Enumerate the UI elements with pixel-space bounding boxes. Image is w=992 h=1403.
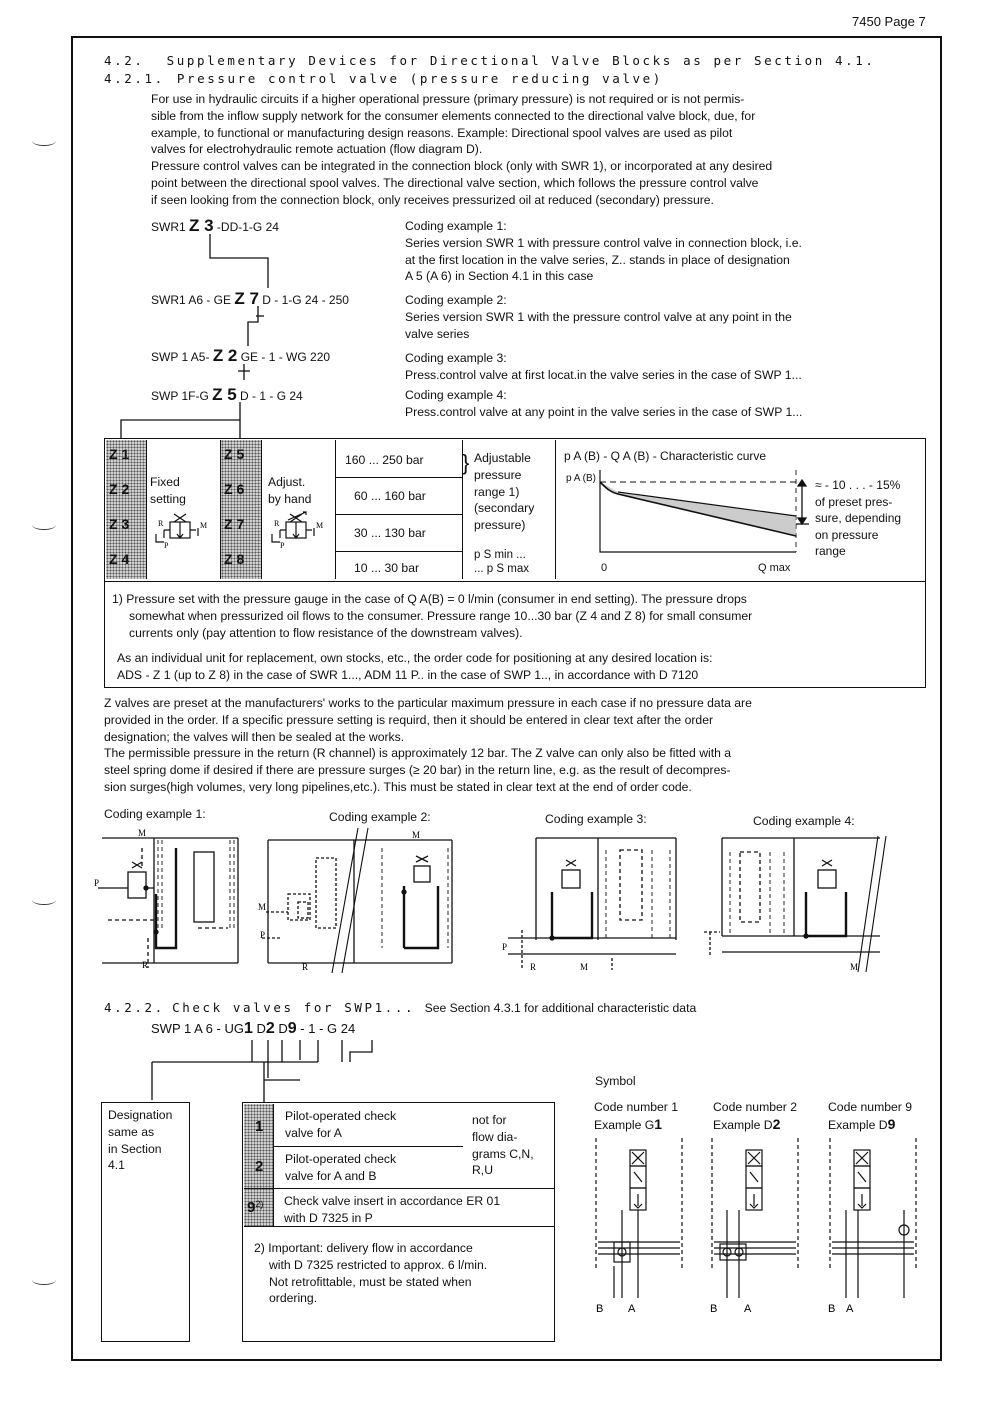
symbol-title: Symbol [595, 1074, 636, 1088]
symbol-diagram-d2 [710, 1138, 802, 1318]
svg-text:M: M [200, 521, 208, 530]
svg-text:A: A [744, 1303, 752, 1315]
svg-text:M: M [850, 962, 859, 972]
text-line: valves for electrohydraulic remote actuation (flow diagram D). [151, 142, 483, 157]
symbol-1-caption: Code number 1 Example G1 [594, 1100, 679, 1132]
svg-text:P: P [260, 930, 266, 940]
adjust-codes: Z 5 Z 6 Z 7 Z 8 [224, 446, 245, 567]
check-row-2-text: Pilot-operated check valve for A and B [285, 1152, 397, 1183]
circuit-example-1-label: Coding example 1: [104, 807, 206, 821]
svg-text:M: M [412, 830, 421, 840]
check-code-9: 9$^{2)}$ [247, 1199, 264, 1217]
svg-text:A: A [628, 1303, 636, 1315]
coding-example-heading: Coding example 4: [405, 388, 507, 402]
svg-text:A: A [846, 1303, 854, 1315]
order-code-4: SWP 1F-G Z 5 D - 1 - G 24 [151, 385, 303, 404]
z-code: Z 5 [212, 385, 237, 404]
range-cell: 160 ... 250 bar [335, 440, 462, 478]
svg-text:M: M [138, 828, 147, 838]
not-for-note: not for flow dia- grams C,N, R,U [472, 1113, 534, 1178]
svg-text:R: R [274, 519, 280, 528]
curve-title: p A (B) - Q A (B) - Characteristic curve [564, 449, 767, 463]
coding-example-heading: Coding example 1: [405, 219, 507, 233]
text-line: Pressure control valves can be integrated in the connection block (only with SWR 1), or incorporated at any desired [151, 159, 773, 174]
brace: } [462, 450, 470, 475]
adjust-label: Adjust. by hand [268, 475, 312, 506]
z-code: Z 7 [234, 289, 259, 308]
svg-text:P: P [502, 942, 508, 952]
text-line: For use in hydraulic circuits if a higher operational pressure (primary pressure) is not required or is not permis- [151, 92, 745, 106]
curve-x-max: Q max [758, 562, 791, 574]
circuit-example-4-label: Coding example 4: [753, 814, 855, 828]
svg-text:M: M [258, 902, 267, 912]
z-code: Z 3 [189, 216, 214, 235]
svg-text:P: P [280, 541, 285, 550]
section-title: Pressure control valve (pressure reducing valve) [176, 71, 663, 86]
z-valve-notes: Z valves are preset at the manufacturers' works to the particular maximum pressure in each case if no pressure data are provided in the order. If a specific pressure setting is requird, then it should be entered in clear text after the order designation; the valves will then be sealed at the works. The permissible pressure in the return (R channel) is approximately 12 bar. The Z valve can only also be fitted with a steel spring dome if desired if there are pressure surges (≥ 20 bar) in the return line, e.g. as the result of decompres- sion surges(high volumes, very long pipelines,etc.). This must be stated in clear text at the end of order code. [104, 696, 752, 794]
fixed-label: Fixed setting [150, 475, 186, 506]
check-code-2: 2 [255, 1158, 264, 1175]
text-line: point between the directional spool valves. The directional valve section, which follows the pressure control valve [151, 175, 759, 190]
check-row-1-text: Pilot-operated check valve for A [285, 1109, 397, 1140]
circuit-example-2-label: Coding example 2: [329, 810, 431, 824]
text-line: sible from the inflow supply network for the consumer elements connected to the directional valve block, due, for [151, 108, 756, 123]
svg-text:P: P [164, 541, 169, 550]
svg-text:M: M [316, 521, 324, 530]
divider [273, 1146, 463, 1147]
coding-example-4-text: Coding example 4: Press.control valve at any point in the valve series in the case of SWP 1... [405, 387, 920, 421]
coding-example-heading: Coding example 2: [405, 293, 507, 307]
curve-y-label: p A (B) [566, 473, 597, 484]
section-heading-4-2-2: 4.2.2. Check valves for SWP1... See Section 4.3.1 for additional characteristic data [104, 1000, 697, 1015]
z-code: Z 2 [212, 346, 238, 365]
replacement-note: As an individual unit for replacement, own stocks, etc., the order code for positioning at any desired location is: ADS - Z 1 (up to Z 8) in the case of SWR 1..., ADM 11 P.. in the case of SWP 1.., in accordance with D 7120 [117, 651, 713, 682]
symbol-2-caption: Code number 2 Example D2 [713, 1100, 798, 1132]
order-code-3: SWP 1 A5- Z 2 GE - 1 - WG 220 [151, 346, 331, 365]
adjustable-range-label: Adjustable pressure range 1) (secondary pressure) [474, 451, 535, 533]
svg-text:B: B [596, 1303, 604, 1315]
symbol-3-caption: Code number 9 Example D9 [828, 1100, 913, 1132]
check-code-1: 1 [255, 1118, 264, 1135]
fixed-codes: Z 1 Z 2 Z 3 Z 4 [109, 446, 130, 567]
symbol-diagram-d9 [828, 1138, 920, 1318]
svg-text:M: M [580, 962, 589, 972]
coding-example-heading: Coding example 3: [405, 351, 507, 365]
svg-text:R: R [158, 519, 164, 528]
check-row-9-text: Check valve insert in accordance ER 01 with D 7325 in P [284, 1194, 501, 1225]
svg-text:R: R [302, 962, 309, 972]
footnote-2: 2) Important: delivery flow in accordance with D 7325 restricted to approx. 6 l/min. Not retrofittable, must be stated when ordering. [254, 1241, 488, 1306]
page-reference: 7450 Page 7 [852, 14, 926, 29]
coding-example-1-text: Coding example 1: Series version SWR 1 with pressure control valve in connection block, i.e. at the first location in the valve series, Z.. stands in place of designation A 5 (A 6) in Section 4.1 in this case [405, 218, 920, 285]
text-line: if seen looking from the connection block, only receives pressurized oil at reduced (secondary) pressure. [151, 192, 714, 207]
range-cell: 10 ... 30 bar [354, 561, 420, 575]
range-cell: 30 ... 130 bar [335, 515, 462, 552]
curve-x-origin: 0 [601, 562, 608, 574]
svg-text:R: R [142, 960, 149, 970]
divider [273, 1104, 274, 1226]
designation-box: Designation same as in Section 4.1 [101, 1102, 190, 1342]
range-cell: 60 ... 160 bar [335, 478, 462, 515]
svg-text:B: B [828, 1303, 836, 1315]
section-title: Supplementary Devices for Directional Valve Blocks as per Section 4.1. [166, 53, 876, 68]
text-line: example, to functional or manufacturing design reasons. Example: Directional spool valves are used as pilot [151, 125, 733, 140]
circuit-example-3-label: Coding example 3: [545, 812, 647, 826]
order-code-1: SWR1 Z 3 -DD-1-G 24 [151, 216, 279, 235]
check-valve-order-code: SWP 1 A 6 - UG1 D2 D9 - 1 - G 24 [151, 1020, 356, 1037]
curve-note: ≈ - 10 . . . - 15% of preset pres- sure, depending on pressure range [815, 478, 902, 559]
footnote-1: 1) Pressure set with the pressure gauge in the case of Q A(B) = 0 l/min (consumer in end setting). The pressure drops somewhat when pressurized oil flows to the consumer. Pressure range 10...30 bar (Z 4 and Z 8) for small consumer currents only (pay attention to flow resistance of the downstream valves). [112, 592, 753, 640]
section-number: 4.2.1. [104, 71, 165, 86]
symbol-diagram-g1 [594, 1138, 686, 1318]
order-code-2: SWR1 A6 - GE Z 7 D - 1-G 24 - 250 [151, 289, 349, 308]
coding-example-2-text: Coding example 2: Series version SWR 1 with the pressure control valve at any point in the valve series [405, 292, 920, 342]
ps-range-label: p S min ... ... p S max [474, 549, 529, 575]
svg-text:B: B [710, 1303, 718, 1315]
divider [244, 1188, 554, 1189]
section-number: 4.2. [104, 53, 145, 68]
svg-text:R: R [530, 962, 537, 972]
coding-example-3-text: Coding example 3: Press.control valve at first locat.in the valve series in the case of SWP 1... [405, 350, 920, 384]
svg-text:P: P [94, 878, 100, 888]
